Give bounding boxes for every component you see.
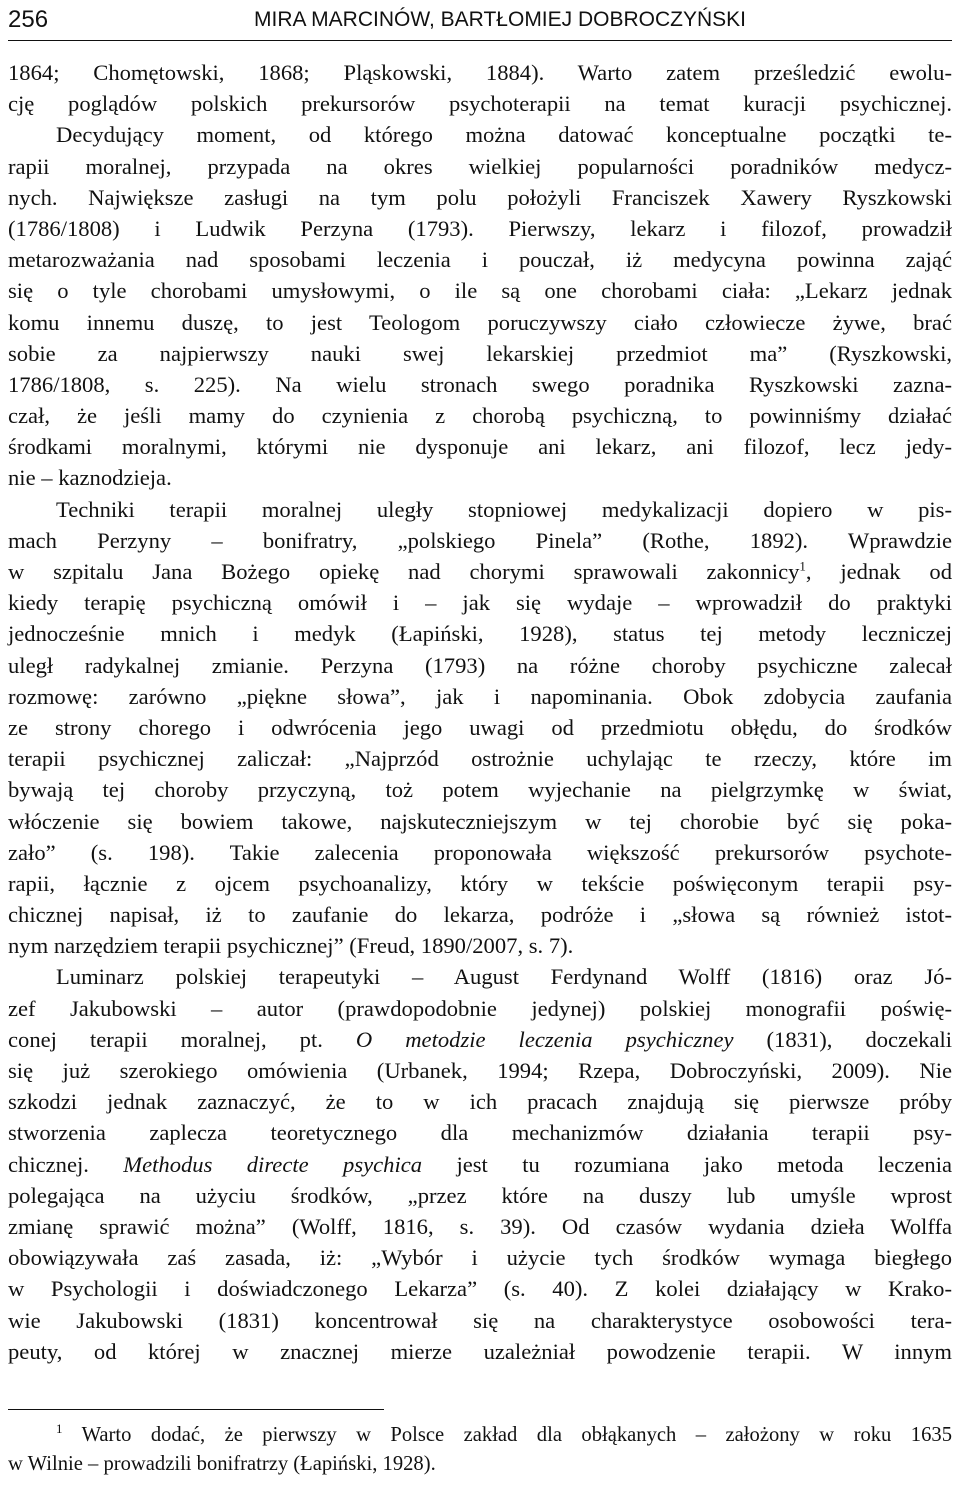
footnote-separator [8, 1409, 384, 1410]
text-line: Decydujący moment, od którego można datować konceptualne początki te- [56, 122, 952, 148]
text-line: metarozważania nad sposobami leczenia i pouczał, iż medycyna powinna zająć [8, 247, 952, 273]
text-line: wie Jakubowski (1831) koncentrował się na charakterystyce osobowości tera- [8, 1307, 952, 1333]
text-line: ze strony chorego i odwrócenia jego uwagi od przedmiotu obłędu, do środków [8, 714, 952, 740]
text-line: zało” (s. 198). Takie zalecenia proponowała większość prekursorów psychote- [8, 839, 952, 865]
footnote-line [8, 1421, 952, 1450]
text-segment: (1831), doczekali [733, 1026, 952, 1052]
text-line: nym narzędziem terapii psychicznej” (Freud, 1890/2007, s. 7). [8, 933, 574, 959]
book-title: O metodzie leczenia psychiczney [355, 1026, 734, 1052]
text-line: Techniki terapii moralnej uległy stopniowej medykalizacji dopiero w pis- [56, 496, 952, 522]
text-segment: w szpitalu Jana Bożego opiekę nad chorymi sprawowali zakonnicy [8, 559, 800, 584]
text-line: stworzenia zaplecza teoretycznego dla mechanizmów działania terapii psy- [8, 1120, 952, 1146]
footnote-text: Warto dodać, że pierwszy w Polsce zakład dla obłąkanych – założony w roku 1635 [62, 1424, 952, 1446]
text-line-with-title [8, 1024, 952, 1055]
text-segment: chicznej. [8, 1151, 124, 1177]
text-line: w Psychologii i doświadczonego Lekarza” (s. 40). Z kolei działający w Krako- [8, 1276, 952, 1302]
text-line: się o tyle chorobami umysłowymi, o ile są one chorobami ciała: „Lekarz jednak [8, 278, 952, 304]
text-line: zef Jakubowski – autor (prawdopodobnie jedynej) polskiej monografii poświę- [8, 995, 952, 1021]
text-line: bywają tej choroby przyczyną, toż potem wyjechanie na pielgrzymkę w świat, [8, 777, 952, 803]
text-line: czał, że jeśli mamy do czynienia z chorobą psychiczną, to powinniśmy działać [8, 403, 952, 429]
text-segment: conej terapii moralnej, pt. [8, 1026, 356, 1052]
text-line: uległ radykalnej zmianie. Perzyna (1793) na różne choroby psychiczne zalecał [8, 652, 952, 678]
text-line: (1786/1808) i Ludwik Perzyna (1793). Pierwszy, lekarz i filozof, prowadził [8, 215, 952, 241]
text-line: polegająca na użyciu środków, „przez które na duszy lub umyśle wprost [8, 1182, 952, 1208]
footnote-reference[interactable]: 1 [799, 558, 806, 574]
text-segment: , jednak od [805, 559, 952, 584]
text-line: środkami moralnymi, którymi nie dysponuje ani lekarz, ani filozof, lecz jedy- [8, 434, 952, 460]
text-line: jednocześnie mnich i medyk (Łapiński, 1928), status tej metody leczniczej [8, 621, 952, 647]
text-line: terapii psychicznej zaliczał: „Najprzód ostrożnie uchylając te rzeczy, które im [8, 746, 952, 772]
text-line: rapii moralnej, przypada na okres wielkiej popularności poradników medycz- [8, 153, 952, 179]
text-line: mach Perzyny – bonifratry, „polskiego Pinela” (Rothe, 1892). Wprawdzie [8, 527, 952, 553]
page-number: 256 [8, 6, 49, 33]
running-head: MIRA MARCINÓW, BARTŁOMIEJ DOBROCZYŃSKI [254, 8, 747, 31]
text-line: szkodzi jednak zaznaczyć, że to w ich pracach znajdują się pierwsze próby [8, 1089, 952, 1115]
text-line: cję poglądów polskich prekursorów psychoterapii na temat kuracji psychicznej. [8, 91, 952, 117]
text-line: Luminarz polskiej terapeutyki – August Ferdynand Wolff (1816) oraz Jó- [56, 964, 952, 990]
text-line: 1786/1808, s. 225). Na wielu stronach swego poradnika Ryszkowski zazna- [8, 371, 952, 397]
text-line: chicznej napisał, iż to zaufanie do lekarza, podróże i „słowa są również istot- [8, 902, 952, 928]
main-text [8, 57, 952, 1367]
text-line: się już szerokiego omówienia (Urbanek, 1994; Rzepa, Dobroczyński, 2009). Nie [8, 1058, 952, 1083]
text-line: obowiązywała zaś zasada, iż: „Wybór i użycie tych środków wymaga biegłego [8, 1245, 952, 1271]
latin-term: Methodus directe psychica [123, 1151, 423, 1177]
footnote [8, 1421, 952, 1479]
footnote-marker: 1 [56, 1421, 63, 1437]
text-segment: jest tu rozumiana jako metoda leczenia [422, 1151, 952, 1177]
text-line: kiedy terapię psychiczną omówił i – jak się wydaje – wprowadził do praktyki [8, 590, 952, 616]
text-line: komu innemu duszę, to jest Teologom poruczywszy ciało człowiecze żywe, brać [8, 309, 952, 335]
text-line: rozmowę: zarówno „piękne słowa”, jak i napominania. Obok zdobycia zaufania [8, 683, 952, 709]
text-line: nych. Największe zasługi na tym polu położyli Franciszek Xawery Ryszkowski [8, 184, 952, 210]
text-line: rapii, łącznie z ojcem psychoanalizy, który w tekście poświęconym terapii psy- [8, 870, 952, 896]
text-line: włóczenie się bowiem takowe, najskuteczniejszym w tej chorobie być się poka- [8, 808, 952, 834]
text-line: zmianę sprawić można” (Wolff, 1816, s. 39). Od czasów wydania dzieła Wolffa [8, 1213, 952, 1239]
text-line-with-footnote-ref [8, 556, 952, 587]
text-line: 1864; Chomętowski, 1868; Pląskowski, 1884). Warto zatem prześledzić ewolu- [8, 60, 952, 85]
text-line-with-term [8, 1149, 952, 1180]
running-header [8, 0, 952, 41]
footnote-line: w Wilnie – prowadzili bonifratrzy (Łapiński, 1928). [8, 1453, 436, 1475]
text-line: nie – kaznodzieja. [8, 465, 172, 491]
text-line: peuty, od której w znacznej mierze uzależniał powodzenie terapii. W innym [8, 1338, 952, 1364]
text-line: sobie za najpierwszy nauki swej lekarskiej przedmiot ma” (Ryszkowski, [8, 340, 952, 366]
